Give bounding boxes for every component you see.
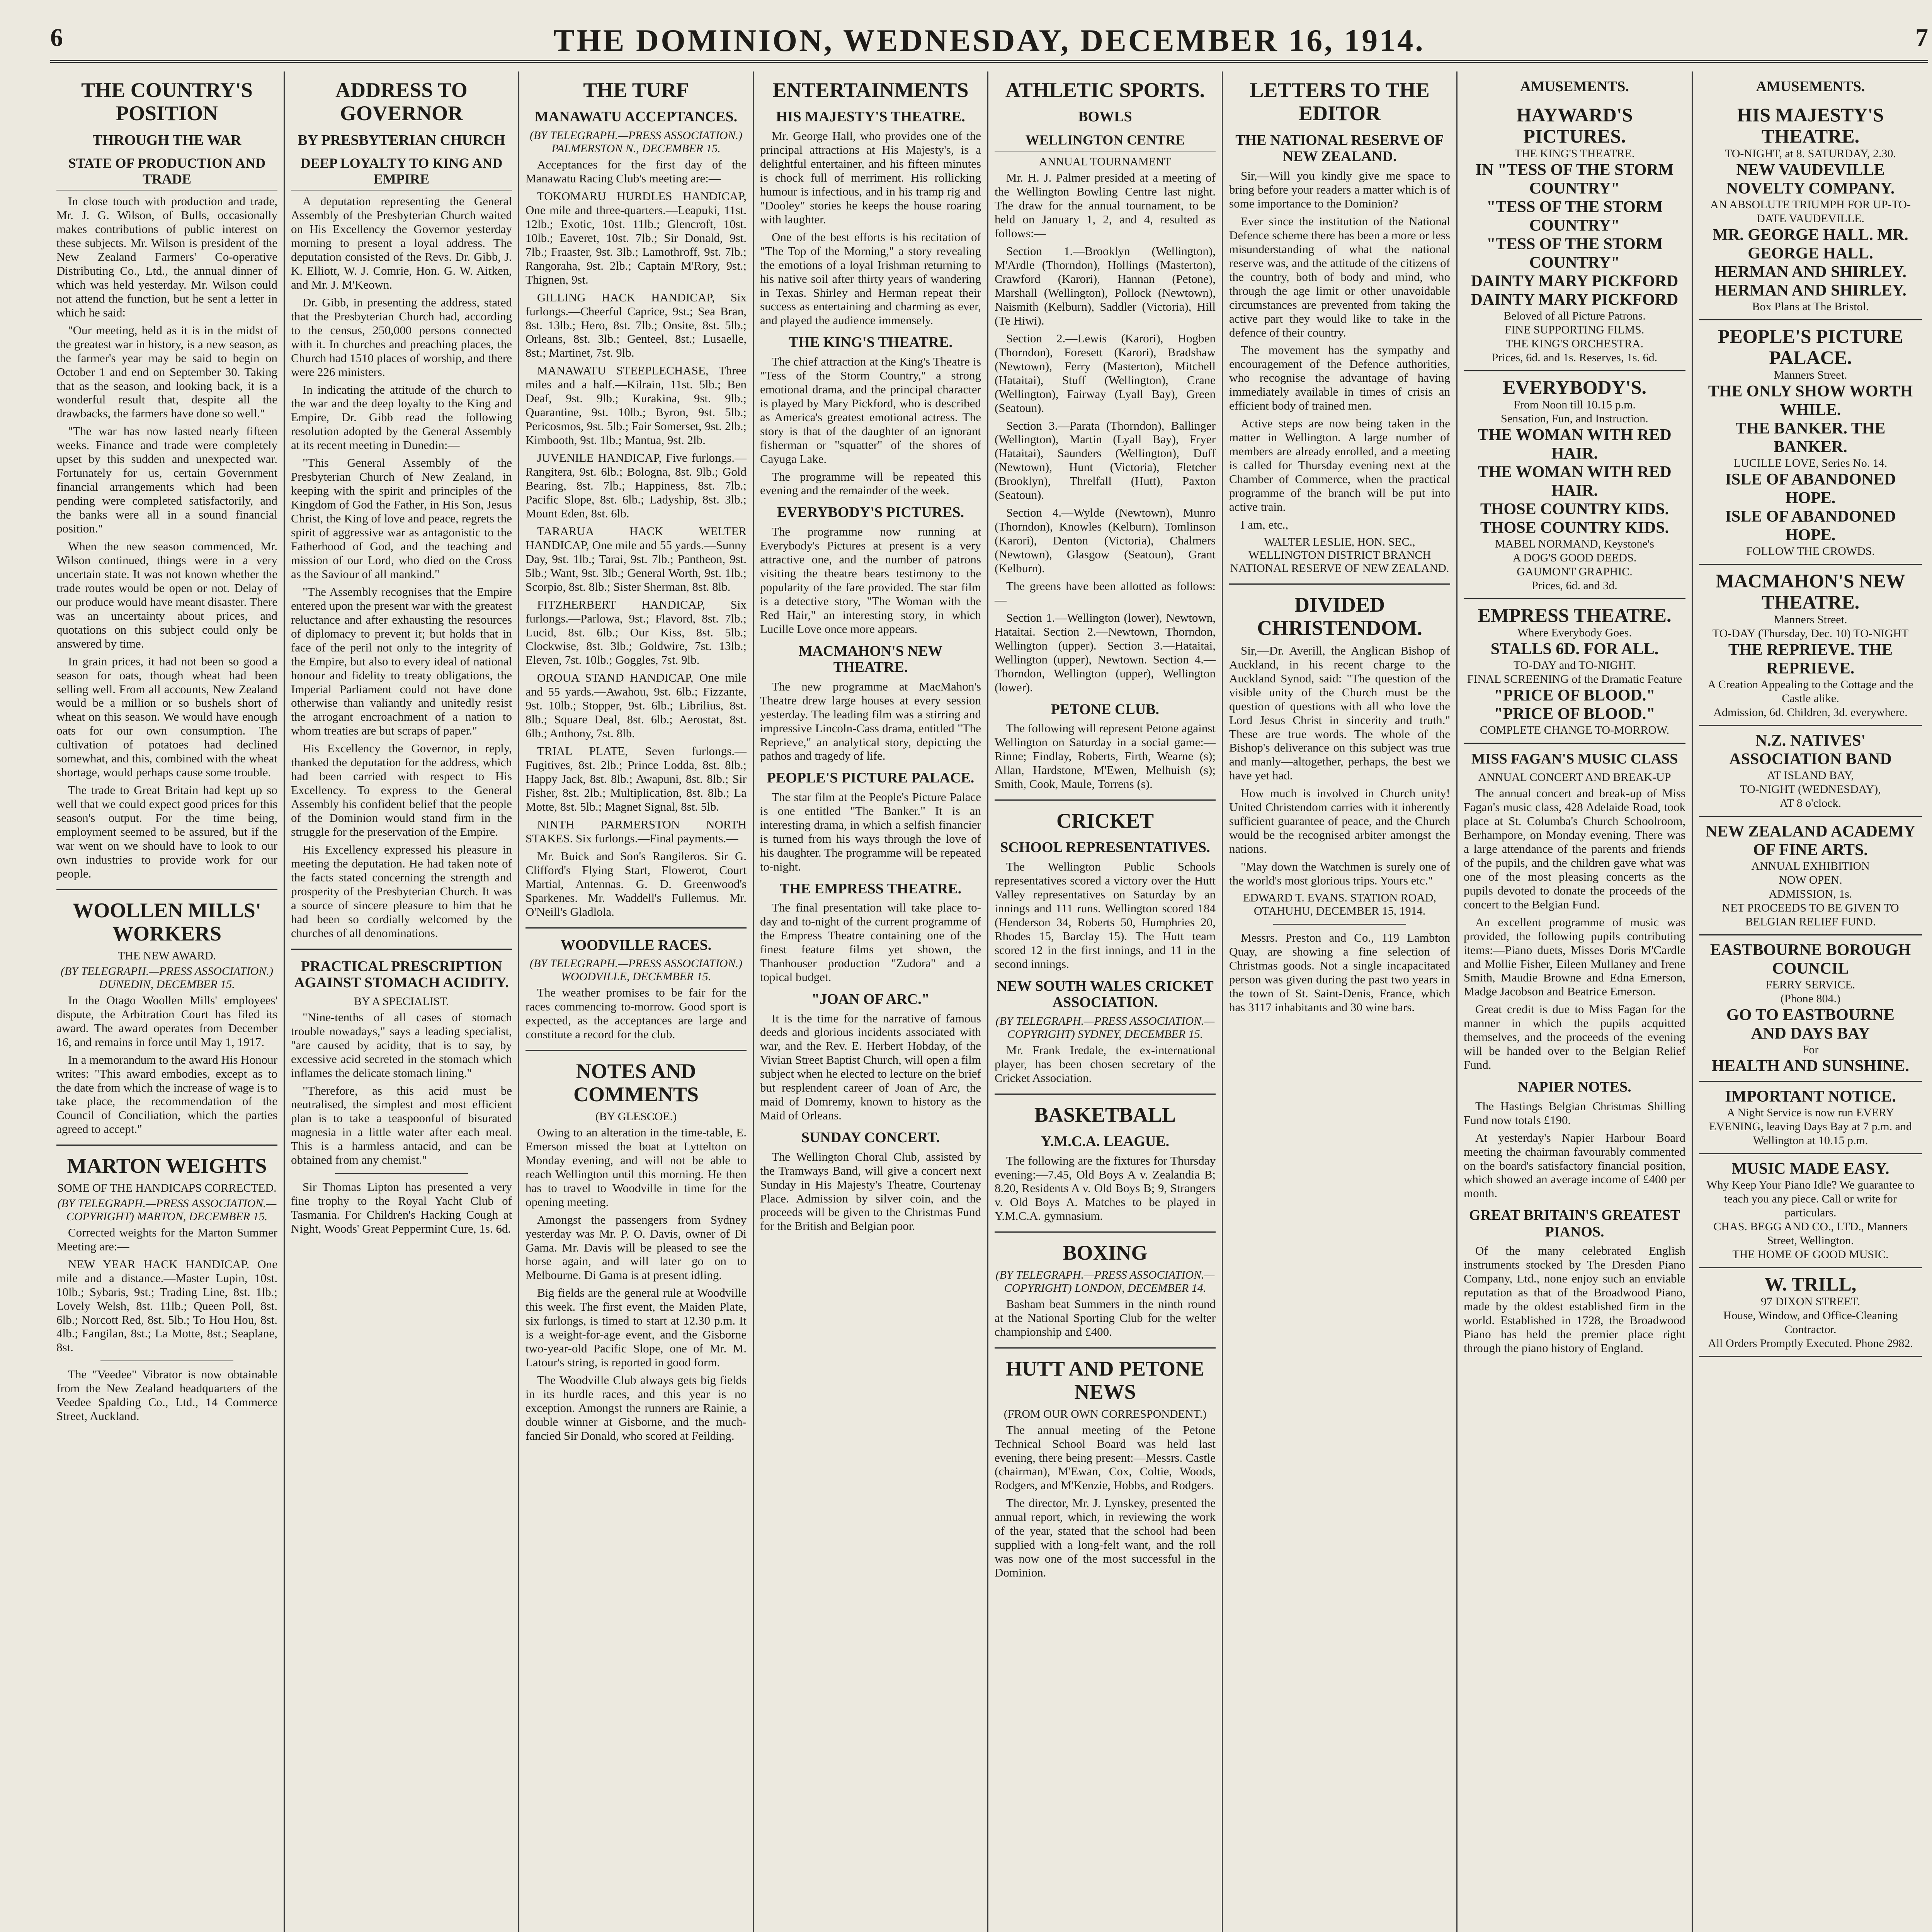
advert-title: HIS MAJESTY'S THEATRE. (1737, 104, 1884, 147)
advert-w-trill (1699, 1268, 1922, 1357)
column-2 (285, 71, 519, 1932)
letter-paragraph: Ever since the institution of the National Defence scheme there has been a more or less misunderstanding of what the national reserve was, and the attitude of the citizens of the country, both of body and mind, who through the age limit or other unavoidable circumstances are prevented from taking the active part they would like to take in the defence of their country. (1229, 214, 1450, 339)
letter-paragraph: How much is involved in Church unity! United Christendom carries with it inherently sufficient guarantee of peace, and the Church would be the recognised arbiter amongst the nations. (1229, 786, 1450, 856)
article-paragraph: Of the many celebrated English instruments stocked by The Dresden Piano Company, Ltd., none enjoy such an enviable reputation as that of the Broadwood Piano, made by the oldest established firm in the world. Established in 1728, the Broadwood Piano has held the premier place right through the piano history of England. (1464, 1244, 1685, 1355)
letter-paragraph: The movement has the sympathy and encouragement of the Defence authorities, who recognise the advantage of having immediately available in times of crisis an efficient body of trained men. (1229, 343, 1450, 413)
headline-the-turf: THE TURF (583, 78, 689, 102)
advert-line: ADMISSION, 1s. (1769, 887, 1852, 900)
subhead-production-trade: STATE OF PRODUCTION AND TRADE (56, 155, 277, 190)
divider (1273, 924, 1406, 925)
letter-paragraph: I am, etc., (1241, 517, 1289, 531)
advert-title: EASTBOURNE BOROUGH COUNCIL (1710, 941, 1911, 978)
article-paragraph: Mr. Frank Iredale, the ex-international player, has been chosen secretary of the Cricket Association. (995, 1043, 1216, 1085)
advert-line: "PRICE OF BLOOD." (1494, 705, 1655, 723)
advert-line: AND DAYS BAY (1751, 1024, 1870, 1043)
advert-line: Manners Street. (1774, 613, 1847, 626)
brief-note: Messrs. Preston and Co., 119 Lambton Quay, are showing a fine selection of Christmas goods. Not a single incapacitated person was given during the past two years in the town of St. Saint-Denis, France, which has 3117 inhabitants and 30 wine bars. (1229, 931, 1450, 1014)
letter-paragraph: "May down the Watchmen is surely one of the world's most glorious trips. Yours etc." (1229, 860, 1450, 888)
advert-line: House, Window, and Office-Cleaning Contractor. (1723, 1309, 1898, 1336)
article-paragraph: The Hastings Belgian Christmas Shilling Fund now totals £190. (1464, 1099, 1685, 1127)
article-paragraph: In a memorandum to the award His Honour writes: "This award embodies, except as to the date from which the increase of wage is to take place, the recommendation of the Council of Conciliation, which the parties agreed to accept." (56, 1053, 277, 1136)
article-paragraph: "Our meeting, held as it is in the midst of the greatest war in history, is a new season, as the farmer's year may be said to begin on October 1 and end on September 30. Taking that as the season, and looking back, it is a wonderful result that, despite all the drawbacks, the farmers have done so well." (56, 323, 277, 420)
article-paragraph: The Wellington Public Schools representatives scored a victory over the Hutt Valley representatives on Saturday by an innings and 111 runs. Wellington scored 184 (Henderson 34, Roberts 50, Humphries 20, Rhodes 15, Barclay 15). The Hutt team scored 12 in the first innings, and 11 in the second innings. (995, 859, 1216, 971)
article-paragraph: TARARUA HACK WELTER HANDICAP, One mile and 55 yards.—Sunny Day, 9st. 1lb.; Tarai, 9st. 7lb.; Pantheon, 9st. 5lb.; Want, 9st. 3lb.; General Worth, 9st. 1lb.; Scorpio, 8st. 8lb.; Sister Sherman, 8st. 8lb. (526, 524, 747, 594)
advert-line: NET PROCEEDS TO BE GIVEN TO BELGIAN RELIEF FUND. (1722, 901, 1899, 928)
article-paragraph: At yesterday's Napier Harbour Board meeting the chairman favourably commented on the board's satisfactory financial position, which showed an average income of £400 per month. (1464, 1131, 1685, 1200)
newspaper-title: THE DOMINION, WEDNESDAY, DECEMBER 16, 1914. (553, 23, 1425, 58)
advert-natives-band (1699, 726, 1922, 817)
advert-line: MABEL NORMAND, Keystone's (1495, 537, 1654, 550)
column-8 (1693, 71, 1928, 1932)
advert-academy-fine-arts (1699, 817, 1922, 935)
advert-line: ISLE OF ABANDONED HOPE. (1725, 470, 1896, 507)
advert-line: FINAL SCREENING of the Dramatic Feature (1467, 672, 1682, 685)
telegraph-credit: (BY TELEGRAPH.—PRESS ASSOCIATION.) WOODVILLE, DECEMBER 15. (530, 957, 742, 983)
subhead-empress: THE EMPRESS THEATRE. (779, 880, 962, 897)
advert-line: THE KING'S THEATRE. (1514, 147, 1635, 160)
article-paragraph: The following will represent Petone against Wellington on Saturday in a social game:—Rinne; Findlay, Roberts, Firth, Wearne (s); Allan, Hardstone, M'Ewen, Melhuish (s); Smith, Cook, Maule, Torrens (s). (995, 721, 1216, 791)
advert-his-majestys (1699, 99, 1922, 320)
subhead-presbyterian: BY PRESBYTERIAN CHURCH (298, 132, 505, 148)
advert-line: TO-DAY (Thursday, Dec. 10) TO-NIGHT (1712, 627, 1909, 640)
advert-title: EMPRESS THEATRE. (1478, 604, 1672, 626)
advert-line: NEW VAUDEVILLE NOVELTY COMPANY. (1726, 161, 1895, 197)
article-paragraph: Big fields are the general rule at Woodville this week. The first event, the Maiden Plate, six furlongs, is timed to start at 12.30 p.m. It is a weight-for-age event, and the Gisborne two-year-old Pacific Slope, one of Mr. M. Latour's string, is reported in good form. (526, 1286, 747, 1369)
letter-paragraph: Active steps are now being taken in the matter in Wellington. A large number of members are already enrolled, and a meeting is called for Thursday evening next at the Chamber of Commerce, when the practical programme of the branch will be put into active train. (1229, 417, 1450, 514)
article-paragraph: TRIAL PLATE, Seven furlongs.—Fugitives, 8st. 2lb.; Prince Lodda, 8st. 8lb.; Happy Jack, 8st. 8lb.; Awapuni, 8st. 8lb.; Sir Fisher, 8st. 2lb.; Multiplication, 8st. 8lb.; La Motte, 8st. 5lb.; Magnet Signal, 8st. 5lb. (526, 744, 747, 813)
divider (995, 1231, 1216, 1233)
headline-napier-notes: NAPIER NOTES. (1518, 1079, 1631, 1095)
advert-everybodys (1464, 371, 1685, 599)
letter-paragraph: Sir,—Dr. Averill, the Anglican Bishop of Auckland, in his recent charge to the Auckland Synod, said: "The question of the visible unity of the Church must be the question of questions with all who love the Lord Jesus Christ in sincerity and truth." These are true words. The whole of the Bishop's deliverance on this subject was true and manly—altogether, perhaps, the best we have yet had. (1229, 643, 1450, 782)
advert-line: Where Everybody Goes. (1517, 626, 1632, 639)
headline-amusements: AMUSEMENTS. (1756, 78, 1865, 95)
divider (335, 1173, 468, 1174)
subhead-petone-club: PETONE CLUB. (1051, 701, 1160, 718)
advert-important-notice (1699, 1082, 1922, 1154)
advert-line: STALLS 6D. FOR ALL. (1490, 640, 1659, 658)
subhead-annual-concert: ANNUAL CONCERT AND BREAK-UP (1478, 771, 1671, 784)
subhead-kings-theatre: THE KING'S THEATRE. (788, 334, 953, 351)
subhead-annual-tournament: ANNUAL TOURNAMENT (1039, 155, 1171, 168)
subhead-national-reserve: THE NATIONAL RESERVE OF NEW ZEALAND. (1235, 132, 1444, 165)
advert-title: MUSIC MADE EASY. (1731, 1160, 1889, 1178)
subhead-school-reps: SCHOOL REPRESENTATIVES. (1000, 839, 1210, 856)
advert-title: IMPORTANT NOTICE. (1725, 1087, 1896, 1105)
divider (291, 949, 512, 950)
advert-line: (Phone 804.) (1781, 992, 1840, 1005)
advert-line: All Orders Promptly Executed. Phone 2982. (1708, 1337, 1913, 1350)
advert-line: Sensation, Fun, and Instruction. (1501, 412, 1648, 425)
advert-line: THE HOME OF GOOD MUSIC. (1732, 1248, 1889, 1261)
article-paragraph: The annual meeting of the Petone Technical School Board was held last evening, there being present:—Messrs. Castle (chairman), M'Ewan, Cox, Coltie, Woods, Rodgers, and M'Kenzie, Hobbs, and Rodgers. (995, 1423, 1216, 1492)
telegraph-credit: (BY TELEGRAPH.—PRESS ASSOCIATION.) PALMERSTON N., DECEMBER 15. (530, 129, 742, 155)
advert-title: EVERYBODY'S. (1503, 376, 1646, 398)
article-paragraph: An excellent programme of music was provided, the following pupils contributing items:—Piano duets, Misses Doris M'Cardle and Mollie Fisher, Eileen Mullaney and Irene Smith, Maudie Browne and Edna Emerson, Madge Jacobson and Beatrice Emerson. (1464, 915, 1685, 998)
divider (1229, 583, 1450, 585)
headline-woodville-races: WOODVILLE RACES. (560, 937, 712, 953)
subhead-deep-loyalty: DEEP LOYALTY TO KING AND EMPIRE (291, 155, 512, 190)
article-paragraph: The programme will be repeated this evening and the remainder of the week. (760, 469, 981, 497)
advert-title: MACMAHON'S NEW THEATRE. (1716, 570, 1905, 613)
article-paragraph: Section 1.—Wellington (lower), Newtown, Hataitai. Section 2.—Newtown, Thorndon, Wellington (upper). Section 3.—Hataitai, Wellington (upper), Newtown. Section 4.—Thorndon, Wellington (upper), Wellington (lower). (995, 611, 1216, 694)
article-paragraph: His Excellency expressed his pleasure in meeting the deputation. He had taken note of the facts stated concerning the strength and prosperity of the Presbyterian Church. It was a source of sincere pleasure to him that he had been so cordially welcomed by the churches of all denominations. (291, 843, 512, 940)
advert-line: "PRICE OF BLOOD." (1494, 686, 1655, 704)
advert-line: Why Keep Your Piano Idle? We guarantee to teach you any piece. Call or write for particulars. (1706, 1178, 1915, 1219)
article-paragraph: When the new season commenced, Mr. Wilson continued, things were in a very uncertain state. It was not known whether the trade routes would be open or not. Delay of our produce would have meant disaster. There was an uncertainty about prices, and quotations on this subject could only be answered by time. (56, 539, 277, 650)
headline-stomach-acidity: PRACTICAL PRESCRIPTION AGAINST STOMACH ACIDITY. (294, 958, 509, 991)
headline-greatest-pianos: GREAT BRITAIN'S GREATEST PIANOS. (1469, 1207, 1680, 1240)
subhead-bowls: BOWLS (1078, 109, 1132, 125)
telegraph-credit: (BY TELEGRAPH.—PRESS ASSOCIATION.) DUNEDIN, DECEMBER 15. (61, 964, 273, 991)
subhead-wellington-centre: WELLINGTON CENTRE (995, 132, 1216, 151)
brief-note: The "Veedee" Vibrator is now obtainable from the New Zealand headquarters of the Veedee Spalding Co., Ltd., 14 Commerce Street, Auckland. (56, 1367, 277, 1423)
advert-title: NEW ZEALAND ACADEMY OF FINE ARTS. (1706, 822, 1915, 859)
article-paragraph: MANAWATU STEEPLECHASE, Three miles and a half.—Kilrain, 11st. 5lb.; Ben Deaf, 9st. 9lb.; Kurakina, 9st. 9lb.; Quarantine, 9st. 10lb.; Byron, 9st. 5lb.; Pericosmos, 9st. 5lb.; Fair Somerset, 9st. 2lb.; Kimbooth, 9st. 1lb.; Mantua, 9st. 2lb. (526, 364, 747, 447)
telegraph-credit: (BY TELEGRAPH.—PRESS ASSOCIATION.—COPYRIGHT) SYDNEY, DECEMBER 15. (995, 1014, 1215, 1041)
headline-athletic-sports: ATHLETIC SPORTS. (1005, 78, 1205, 102)
advert-line: For (1802, 1043, 1819, 1056)
headline-cricket: CRICKET (1056, 809, 1154, 832)
subhead-peoples-palace: PEOPLE'S PICTURE PALACE. (767, 770, 975, 786)
telegraph-credit: (BY TELEGRAPH.—PRESS ASSOCIATION.—COPYRIGHT) LONDON, DECEMBER 14. (995, 1268, 1215, 1294)
advert-line: HERMAN AND SHIRLEY. HERMAN AND SHIRLEY. (1714, 263, 1906, 299)
advert-title: PEOPLE'S PICTURE PALACE. (1718, 325, 1903, 368)
article-paragraph: In the Otago Woollen Mills' employees' dispute, the Arbitration Court has filed its award. The award operates from December 16, and remains in force until May 1, 1917. (56, 993, 277, 1049)
subhead-sunday-concert: SUNDAY CONCERT. (801, 1129, 940, 1146)
divider (526, 927, 747, 929)
divider (995, 1094, 1216, 1095)
advert-line: Prices, 6d. and 1s. Reserves, 1s. 6d. (1492, 351, 1658, 364)
article-paragraph: The programme now running at Everybody's Pictures at present is a very attractive one, and the number of patrons visiting the theatre bears testimony to the popularity of the fare provided. The star film is a detective story, "The Woman with the Red Hair," an interesting story, in which Lucille Love once more appears. (760, 524, 981, 636)
headline-hutt-petone: HUTT AND PETONE NEWS (1005, 1357, 1205, 1404)
article-paragraph: Dr. Gibb, in presenting the address, stated that the Presbyterian Church had, according to the census, 250,000 persons connected with it. In churches and preaching places, the Church had 1510 places of worship, and there were 226 ministers. (291, 295, 512, 379)
subhead-specialist: BY A SPECIALIST. (354, 995, 449, 1008)
article-paragraph: Owing to an alteration in the time-table, E. Emerson missed the boat at Lyttelton on Monday evening, and will not be able to reach Wellington until this morning. He then has to travel to Woodville in time for the opening meeting. (526, 1125, 747, 1209)
advert-line: A DOG'S GOOD DEEDS. (1512, 551, 1637, 564)
article-paragraph: Acceptances for the first day of the Manawatu Racing Club's meeting are:— (526, 158, 747, 185)
brief-note: Sir Thomas Lipton has presented a very fine trophy to the Royal Yacht Club of Tasmania. For Children's Hacking Cough at Night, Woods' Great Peppermint Cure, 1s. 6d. (291, 1180, 512, 1236)
article-paragraph: The director, Mr. J. Lynskey, presented the annual report, which, in reviewing the work of the year, stated that the school had been supplied with a long-felt want, and the roll was now one of the most successful in the Dominion. (995, 1496, 1216, 1580)
byline: (FROM OUR OWN CORRESPONDENT.) (1003, 1407, 1207, 1420)
headline-divided-christendom: DIVIDED CHRISTENDOM. (1257, 593, 1422, 640)
article-paragraph: The annual concert and break-up of Miss Fagan's music class, 428 Adelaide Road, took place at St. Columba's Church Schoolroom, Berhampore, on Monday evening. There was a large attendance of the parents and friends of the pupils, and the children gave what was one of the most pleasing concerts as the pupils devoted to donate the proceeds of the concert to the Belgian Fund. (1464, 786, 1685, 911)
advert-line: TO-NIGHT, at 8. SATURDAY, 2.30. (1725, 147, 1896, 160)
advert-peoples-palace (1699, 320, 1922, 565)
masthead (50, 19, 1928, 63)
article-paragraph: It is the time for the narrative of famous deeds and glorious incidents associated with war, and the Rev. E. Herbert Hobday, of the Vivian Street Baptist Church, will open a film subject when he elected to lecture on the brief but resplendent career of Joan of Arc, the maid of Domremy, known to history as the Maid of Orleans. (760, 1011, 981, 1122)
column-1 (50, 71, 285, 1932)
divider (526, 1050, 747, 1051)
advert-line: CHAS. BEGG AND CO., LTD., Manners Street, Wellington. (1713, 1220, 1908, 1247)
advert-line: THE BANKER. THE BANKER. (1735, 419, 1886, 456)
advert-line: FOLLOW THE CROWDS. (1746, 544, 1875, 558)
advert-line: THE WOMAN WITH RED HAIR. (1478, 463, 1672, 500)
divider (995, 1347, 1216, 1349)
advert-line: THE KING'S ORCHESTRA. (1505, 337, 1644, 350)
subhead-his-majestys: HIS MAJESTY'S THEATRE. (776, 109, 965, 125)
advert-line: COMPLETE CHANGE TO-MORROW. (1480, 723, 1670, 736)
article-paragraph: The Woodville Club always gets big fields in its hurdle races, and this year is no exception. Amongst the runners are Rainie, a double winner at Gisborne, and the much-fancied Sir Donald, who scored at Feilding. (526, 1373, 747, 1442)
advert-title: N.Z. NATIVES' ASSOCIATION BAND (1729, 731, 1892, 768)
column-5 (988, 71, 1223, 1932)
article-paragraph: Mr. Buick and Son's Rangileros. Sir G. Clifford's Flying Start, Flowerot, Court Martial, Antennas. G. D. Greenwood's Sparkenes. Mr. Waddell's Fullemus. Mr. O'Neill's Gladlola. (526, 849, 747, 918)
advert-line: AN ABSOLUTE TRIUMPH FOR UP-TO-DATE VAUDEVILLE. (1710, 198, 1911, 225)
advert-line: THE REPRIEVE. THE REPRIEVE. (1728, 641, 1893, 677)
article-paragraph: The following are the fixtures for Thursday evening:—7.45, Old Boys A v. Zealandia B; 8.20, Residents A v. Old Boys B; 9, Strangers v. Old Boys A. Matches to be played in Y.M.C.A. gymnasium. (995, 1153, 1216, 1223)
advert-line: TO-DAY and TO-NIGHT. (1513, 658, 1636, 672)
advert-line: GAUMONT GRAPHIC. (1517, 565, 1633, 578)
advert-line: DAINTY MARY PICKFORD (1471, 291, 1679, 309)
article-paragraph: Section 4.—Wylde (Newtown), Munro (Thorndon), Knowles (Kelburn), Tomlinson (Karori), Denton (Victoria), Chalmers (Newtown), Glasgow (Seatoun), Grant (Kelburn). (995, 506, 1216, 575)
advert-line: THE WOMAN WITH RED HAIR. (1478, 426, 1672, 463)
advert-line: AT 8 o'clock. (1780, 796, 1841, 810)
advert-line: THOSE COUNTRY KIDS. (1480, 519, 1669, 537)
advert-macmahons (1699, 565, 1922, 726)
subhead-through-war: THROUGH THE WAR (92, 132, 242, 148)
article-paragraph: "This General Assembly of the Presbyterian Church of New Zealand, in keeping with the spirit and principles of the Kingdom of God the Father, in His Son, Jesus Christ, the King of love and peace, regrets the spirit of aggressive war as antagonistic to the Fatherhood of God, and the teaching and mission of our Lord, who died on the Cross as the Saviour of all mankind." (291, 456, 512, 581)
advert-line: Beloved of all Picture Patrons. (1503, 309, 1646, 322)
article-paragraph: The final presentation will take place to-day and to-night of the current programme of the Empress Theatre containing one of the finest feature films yet shown, the Thanhouser production "Zudora" and a topical budget. (760, 901, 981, 984)
subhead-nsw-cricket: NEW SOUTH WALES CRICKET ASSOCIATION. (997, 978, 1214, 1011)
subhead-new-award: THE NEW AWARD. (117, 949, 216, 962)
advert-line: Box Plans at The Bristol. (1752, 300, 1869, 313)
article-paragraph: The trade to Great Britain had kept up so well that we could expect good prices for this season's output. For the time being, employment seemed to be assured, but if the war went on we should have to look to our own industries to provide work for our people. (56, 783, 277, 880)
article-paragraph: JUVENILE HANDICAP, Five furlongs.—Rangitera, 9st. 6lb.; Bologna, 8st. 9lb.; Gold Bearing, 8st. 7lb.; Happiness, 8st. 7lb.; Pacific Slope, 8st. 6lb.; Ladyship, 8st. 3lb.; Mount Eden, 8st. 6lb. (526, 451, 747, 520)
article-paragraph: In close touch with production and trade, Mr. J. G. Wilson, of Bulls, occasionally makes contributions of public interest on these subjects. Mr. Wilson is president of the New Zealand Farmers' Co-operative Distributing Co., Ltd., the annual dinner of which was held yesterday. Mr. Wilson could not attend the function, but he sent a letter in which he said: (56, 194, 277, 319)
corner-mark: 7 (1915, 24, 1928, 52)
article-paragraph: Amongst the passengers from Sydney yesterday was Mr. P. O. Davis, owner of Di Gama. Mr. Davis will be pleased to see the horse again, and will later go on to Melbourne. Di Gama is at present idling. (526, 1213, 747, 1282)
advert-eastbourne-ferry (1699, 935, 1922, 1082)
advert-line: FERRY SERVICE. (1765, 978, 1855, 991)
article-paragraph: "The Assembly recognises that the Empire entered upon the present war with the greatest reluctance and after exhausting the resources of diplomacy to prevent it; but holds that in face of the peril not only to the integrity of the Empire, but also to every ideal of national honour and fidelity to treaty obligations, the Imperial Parliament could not have done otherwise than valiantly and unitedly resist the arrogant encroachment of a nation to whom treaties are but scraps of paper." (291, 585, 512, 738)
letter-signature: EDWARD T. EVANS. STATION ROAD, OTAHUHU, DECEMBER 15, 1914. (1243, 891, 1437, 917)
advert-line: LUCILLE LOVE, Series No. 14. (1733, 456, 1888, 469)
article-paragraph: "Therefore, as this acid must be neutralised, the simplest and most efficient plan is to take a teaspoonful of bisurated magnesia in a little water after each meal. This is a harmless antacid, and can be obtained from any chemist." (291, 1083, 512, 1167)
advert-title: W. TRILL, (1764, 1273, 1857, 1295)
article-paragraph: NINTH PARMERSTON NORTH STAKES. Six furlongs.—Final payments.— (526, 817, 747, 845)
column-3 (519, 71, 754, 1932)
article-paragraph: His Excellency the Governor, in reply, thanked the deputation for the address, which had been carried with respect to His Excellency. To express to the General Assembly his confident belief that the people of the Dominion would stand firm in the struggle for the preservation of the Empire. (291, 742, 512, 839)
article-paragraph: Mr. H. J. Palmer presided at a meeting of the Wellington Bowling Centre last night. The draw for the annual tournament, to be held on January 1, 2, and 4, resulted as follows:— (995, 171, 1216, 240)
advert-line: A Creation Appealing to the Cottage and the Castle alike. (1708, 678, 1913, 705)
article-paragraph: Section 1.—Brooklyn (Wellington), M'Ardle (Thorndon), Hollings (Masterton), Crawford (Karori), Hannan (Petone), Marshall (Wellington), Pollock (Newtown), Naismith (Kelburn), Saddler (Victoria), Hill (Te Hiwi). (995, 244, 1216, 327)
advert-line: DAINTY MARY PICKFORD (1471, 272, 1679, 290)
article-paragraph: "Nine-tenths of all cases of stomach trouble nowadays," says a leading specialist, "are caused by acidity, that is to say, by excessive acid secreted in the stomach which inflames the delicate stomach lining." (291, 1010, 512, 1080)
advert-line: ANNUAL EXHIBITION (1751, 859, 1870, 872)
headline-basketball: BASKETBALL (1034, 1103, 1176, 1126)
column-6 (1223, 71, 1458, 1932)
advert-music-made-easy (1699, 1154, 1922, 1268)
advert-line: "TESS OF THE STORM COUNTRY" (1486, 198, 1663, 235)
article-paragraph: Section 2.—Lewis (Karori), Hogben (Thorndon), Foresett (Karori), Bradshaw (Newtown), Ferry (Masterton), Mitchell (Hataitai), Stuff (Wellington), Crane (Wellington), Fairway (Lyall Bay), Green (Seatoun). (995, 331, 1216, 415)
advert-title: HAYWARD'S PICTURES. (1516, 104, 1633, 147)
advert-line: "TESS OF THE STORM COUNTRY" (1486, 235, 1663, 272)
advert-line: ISLE OF ABANDONED HOPE. (1725, 507, 1896, 544)
article-paragraph: In indicating the attitude of the church to the war and the deep loyalty to the King and Empire, Dr. Gibb read the following resolution adopted by the General Assembly at its recent meeting in Dunedin:— (291, 383, 512, 452)
column-7 (1458, 71, 1693, 1932)
article-paragraph: One of the best efforts is his recitation of "The Top of the Morning," a story revealing the emotions of a loyal Irishman returning to his native soil after thirty years of wandering in Texas. Shirley and Herman repeat their success as entertaining and charming as ever, and played the audience immensely. (760, 230, 981, 327)
article-paragraph: The Wellington Choral Club, assisted by the Tramways Band, will give a concert next Sunday in His Majesty's Theatre, Courtenay Place. Admission by silver coin, and the proceeds will be given to the Christmas Fund for the British and Belgian poor. (760, 1150, 981, 1233)
subhead-everybodys: EVERYBODY'S PICTURES. (777, 504, 964, 521)
advert-line: IN "TESS OF THE STORM COUNTRY" (1475, 161, 1674, 197)
advert-line: HEALTH AND SUNSHINE. (1712, 1057, 1909, 1075)
advert-line: A Night Service is now run EVERY EVENING, leaving Days Bay at 7 p.m. and Wellington at 10.15 p.m. (1709, 1106, 1912, 1147)
column-4 (754, 71, 988, 1932)
headline-country-position: THE COUNTRY'S POSITION (81, 78, 253, 125)
advert-line: From Noon till 10.15 p.m. (1514, 398, 1636, 411)
advert-line: THOSE COUNTRY KIDS. (1480, 500, 1669, 518)
advert-line: Admission, 6d. Children, 3d. everywhere. (1713, 706, 1908, 719)
article-paragraph: Great credit is due to Miss Fagan for the manner in which the pupils acquitted themselves, and the proceeds of the evening will be handed over to the Belgian Relief Fund. (1464, 1002, 1685, 1072)
advert-line: THE ONLY SHOW WORTH WHILE. (1708, 382, 1913, 419)
advert-line: FINE SUPPORTING FILMS. (1505, 323, 1645, 336)
subhead-ymca-league: Y.M.C.A. LEAGUE. (1041, 1133, 1170, 1150)
article-paragraph: NEW YEAR HACK HANDICAP. One mile and a distance.—Master Lupin, 10st. 10lb.; Sybaris, 9st.; Trading Line, 8st. 1lb.; Lovely Welsh, 8st. 11lb.; Queen Poll, 8st. 6lb.; Norcott Red, 8st. 5lb.; To Hou Hou, 8st. 4lb.; Fangilan, 8st.; La Motte, 8st.; Seaplane, 8st. (56, 1257, 277, 1354)
article-paragraph: The star film at the People's Picture Palace is one entitled "The Banker." It is an interesting drama, in which a selfish financier is turned from his ways through the love of his daughter. The programme will be repeated to-night. (760, 790, 981, 873)
article-paragraph: "The war has now lasted nearly fifteen weeks. Finance and trade were completely upset by this sudden and unexpected war. Fortunately for us, certain Government financial arrangements which had been pending were completed satisfactorily, and the banks were all in a sound financial position." (56, 424, 277, 536)
advert-haywards (1464, 99, 1685, 371)
article-paragraph: The chief attraction at the King's Theatre is "Tess of the Storm Country," a strong emotional drama, and the principal character is played by Mary Pickford, who is described as America's greatest emotional actress. The story is that of the daughter of an ignorant fisherman or "squatter" of the shores of Cayuga Lake. (760, 354, 981, 466)
letter-signature: WALTER LESLIE, HON. SEC., WELLINGTON DISTRICT BRANCH NATIONAL RESERVE OF NEW ZEALAND. (1230, 535, 1449, 575)
divider (56, 889, 277, 890)
advert-line: Prices, 6d. and 3d. (1532, 579, 1617, 592)
headline-entertainments: ENTERTAINMENTS (772, 78, 969, 102)
advert-line: 97 DIXON STREET. (1761, 1295, 1860, 1308)
letter-paragraph: Sir,—Will you kindly give me space to bring before your readers a matter which is of some importance to the Dominion? (1229, 169, 1450, 210)
page-number: 6 (50, 24, 63, 52)
article-paragraph: FITZHERBERT HANDICAP, Six furlongs.—Parlowa, 9st.; Flavord, 8st. 7lb.; Lucid, 8st. 6lb.; Our Kiss, 8st. 5lb.; Clockwise, 8st. 3lb.; Goldwire, 7st. 13lb.; Eleven, 7st. 10lb.; Goggles, 7st. 9lb. (526, 597, 747, 667)
divider (56, 1145, 277, 1146)
advert-line: GO TO EASTBOURNE (1726, 1006, 1895, 1024)
subhead-handicaps: SOME OF THE HANDICAPS CORRECTED. (57, 1181, 277, 1194)
article-paragraph: The greens have been allotted as follows:— (995, 579, 1216, 607)
article-paragraph: Mr. George Hall, who provides one of the principal attractions at His Majesty's, is a delightful entertainer, and his fifteen minutes is chock full of merriment. His rollicking humour is infectious, and in his tramp rig and "Dooley" stories he keeps the house roaring with laughter. (760, 129, 981, 226)
article-paragraph: Basham beat Summers in the ninth round at the National Sporting Club for the welter championship and £400. (995, 1297, 1216, 1338)
headline-notes-comments: NOTES AND COMMENTS (573, 1059, 699, 1106)
subhead-manawatu: MANAWATU ACCEPTANCES. (534, 109, 738, 125)
advert-empress (1464, 599, 1685, 744)
advert-line: TO-NIGHT (WEDNESDAY), (1740, 782, 1881, 796)
article-paragraph: Corrected weights for the Marton Summer Meeting are:— (56, 1225, 277, 1253)
headline-letters-editor: LETTERS TO THE EDITOR (1250, 78, 1430, 125)
article-paragraph: Section 3.—Parata (Thorndon), Ballinger (Wellington), Martin (Lyall Bay), Fryer (Hataitai), Saunders (Wellington), Duff (Newtown), Hunt (Victoria), Fletcher (Brooklyn), Threlfall (Hutt), Paxton (Seatoun). (995, 418, 1216, 502)
article-paragraph: In grain prices, it had not been so good a season for oats, though wheat had been selling well. From all accounts, New Zealand would be a million or so bushels short of wheat on this season. We would have enough oats for our own consumption. The cultivation of potatoes had declined somewhat, and this, combined with the wheat shortage, would perhaps cause some trouble. (56, 654, 277, 779)
advert-line: MR. GEORGE HALL. MR. GEORGE HALL. (1713, 226, 1908, 262)
article-paragraph: OROUA STAND HANDICAP, One mile and 55 yards.—Awahou, 9st. 6lb.; Fizzante, 9st. 10lb.; Stopper, 9st. 6lb.; Librilius, 8st. 8lb.; Square Deal, 8st. 6lb.; Aerostat, 8st. 6lb.; Anthony, 7st. 8lb. (526, 671, 747, 740)
advert-line: AT ISLAND BAY, (1767, 769, 1854, 782)
headline-address-governor: ADDRESS TO GOVERNOR (335, 78, 468, 125)
telegraph-credit: (BY TELEGRAPH.—PRESS ASSOCIATION.—COPYRIGHT) MARTON, DECEMBER 15. (57, 1197, 277, 1223)
byline: (BY GLESCOE.) (595, 1110, 677, 1123)
headline-boxing: BOXING (1063, 1241, 1148, 1265)
subhead-macmahons: MACMAHON'S NEW THEATRE. (798, 643, 943, 676)
headline-amusements: AMUSEMENTS. (1520, 78, 1629, 95)
divider (995, 799, 1216, 801)
headline-miss-fagan: MISS FAGAN'S MUSIC CLASS (1471, 750, 1678, 767)
article-paragraph: TOKOMARU HURDLES HANDICAP, One mile and three-quarters.—Leapuki, 11st. 12lb.; Exotic, 10st. 11lb.; Glencroft, 10st. 10lb.; Eaveret, 10st. 7lb.; Sir Donald, 9st. 7lb.; Fraaster, 9st. 3lb.; Lamothroff, 9st. 7lb.; Rangoraha, 9st. 2lb.; Captain M'Rory, 9st.; Thignen, 9st. (526, 189, 747, 286)
headline-marton-weights: MARTON WEIGHTS (67, 1154, 267, 1178)
article-paragraph: A deputation representing the General Assembly of the Presbyterian Church waited on His Excellency the Governor yesterday morning to present a loyal address. The deputation consisted of the Revs. Dr. Gibb, J. K. Elliott, W. J. Comrie, Hon. G. W. Aitken, and Mr. J. M'Keown. (291, 194, 512, 291)
article-paragraph: GILLING HACK HANDICAP, Six furlongs.—Cheerful Caprice, 9st.; Sea Bran, 8st. 13lb.; Hero, 8st. 7lb.; Onsite, 8st. 5lb.; Orleans, 8st. 3lb.; Genteel, 8st.; Lusaelle, 8st.; Martinet, 7st. 9lb. (526, 290, 747, 360)
article-paragraph: The weather promises to be fair for the races commencing to-morrow. Good sport is expected, as the acceptances are large and constitute a record for the club. (526, 986, 747, 1041)
advert-line: Manners Street. (1774, 368, 1847, 381)
subhead-joan-of-arc: "JOAN OF ARC." (811, 991, 930, 1007)
headline-woollen-mills: WOOLLEN MILLS' WORKERS (73, 898, 261, 946)
advert-line: NOW OPEN. (1779, 873, 1842, 886)
article-paragraph: The new programme at MacMahon's Theatre drew large houses at every session yesterday. The leading film was a stirring and impressive Lincoln-Cass drama, entitled "The Reprieve," an analytical story, depicting the pathos and tragedy of life. (760, 679, 981, 763)
